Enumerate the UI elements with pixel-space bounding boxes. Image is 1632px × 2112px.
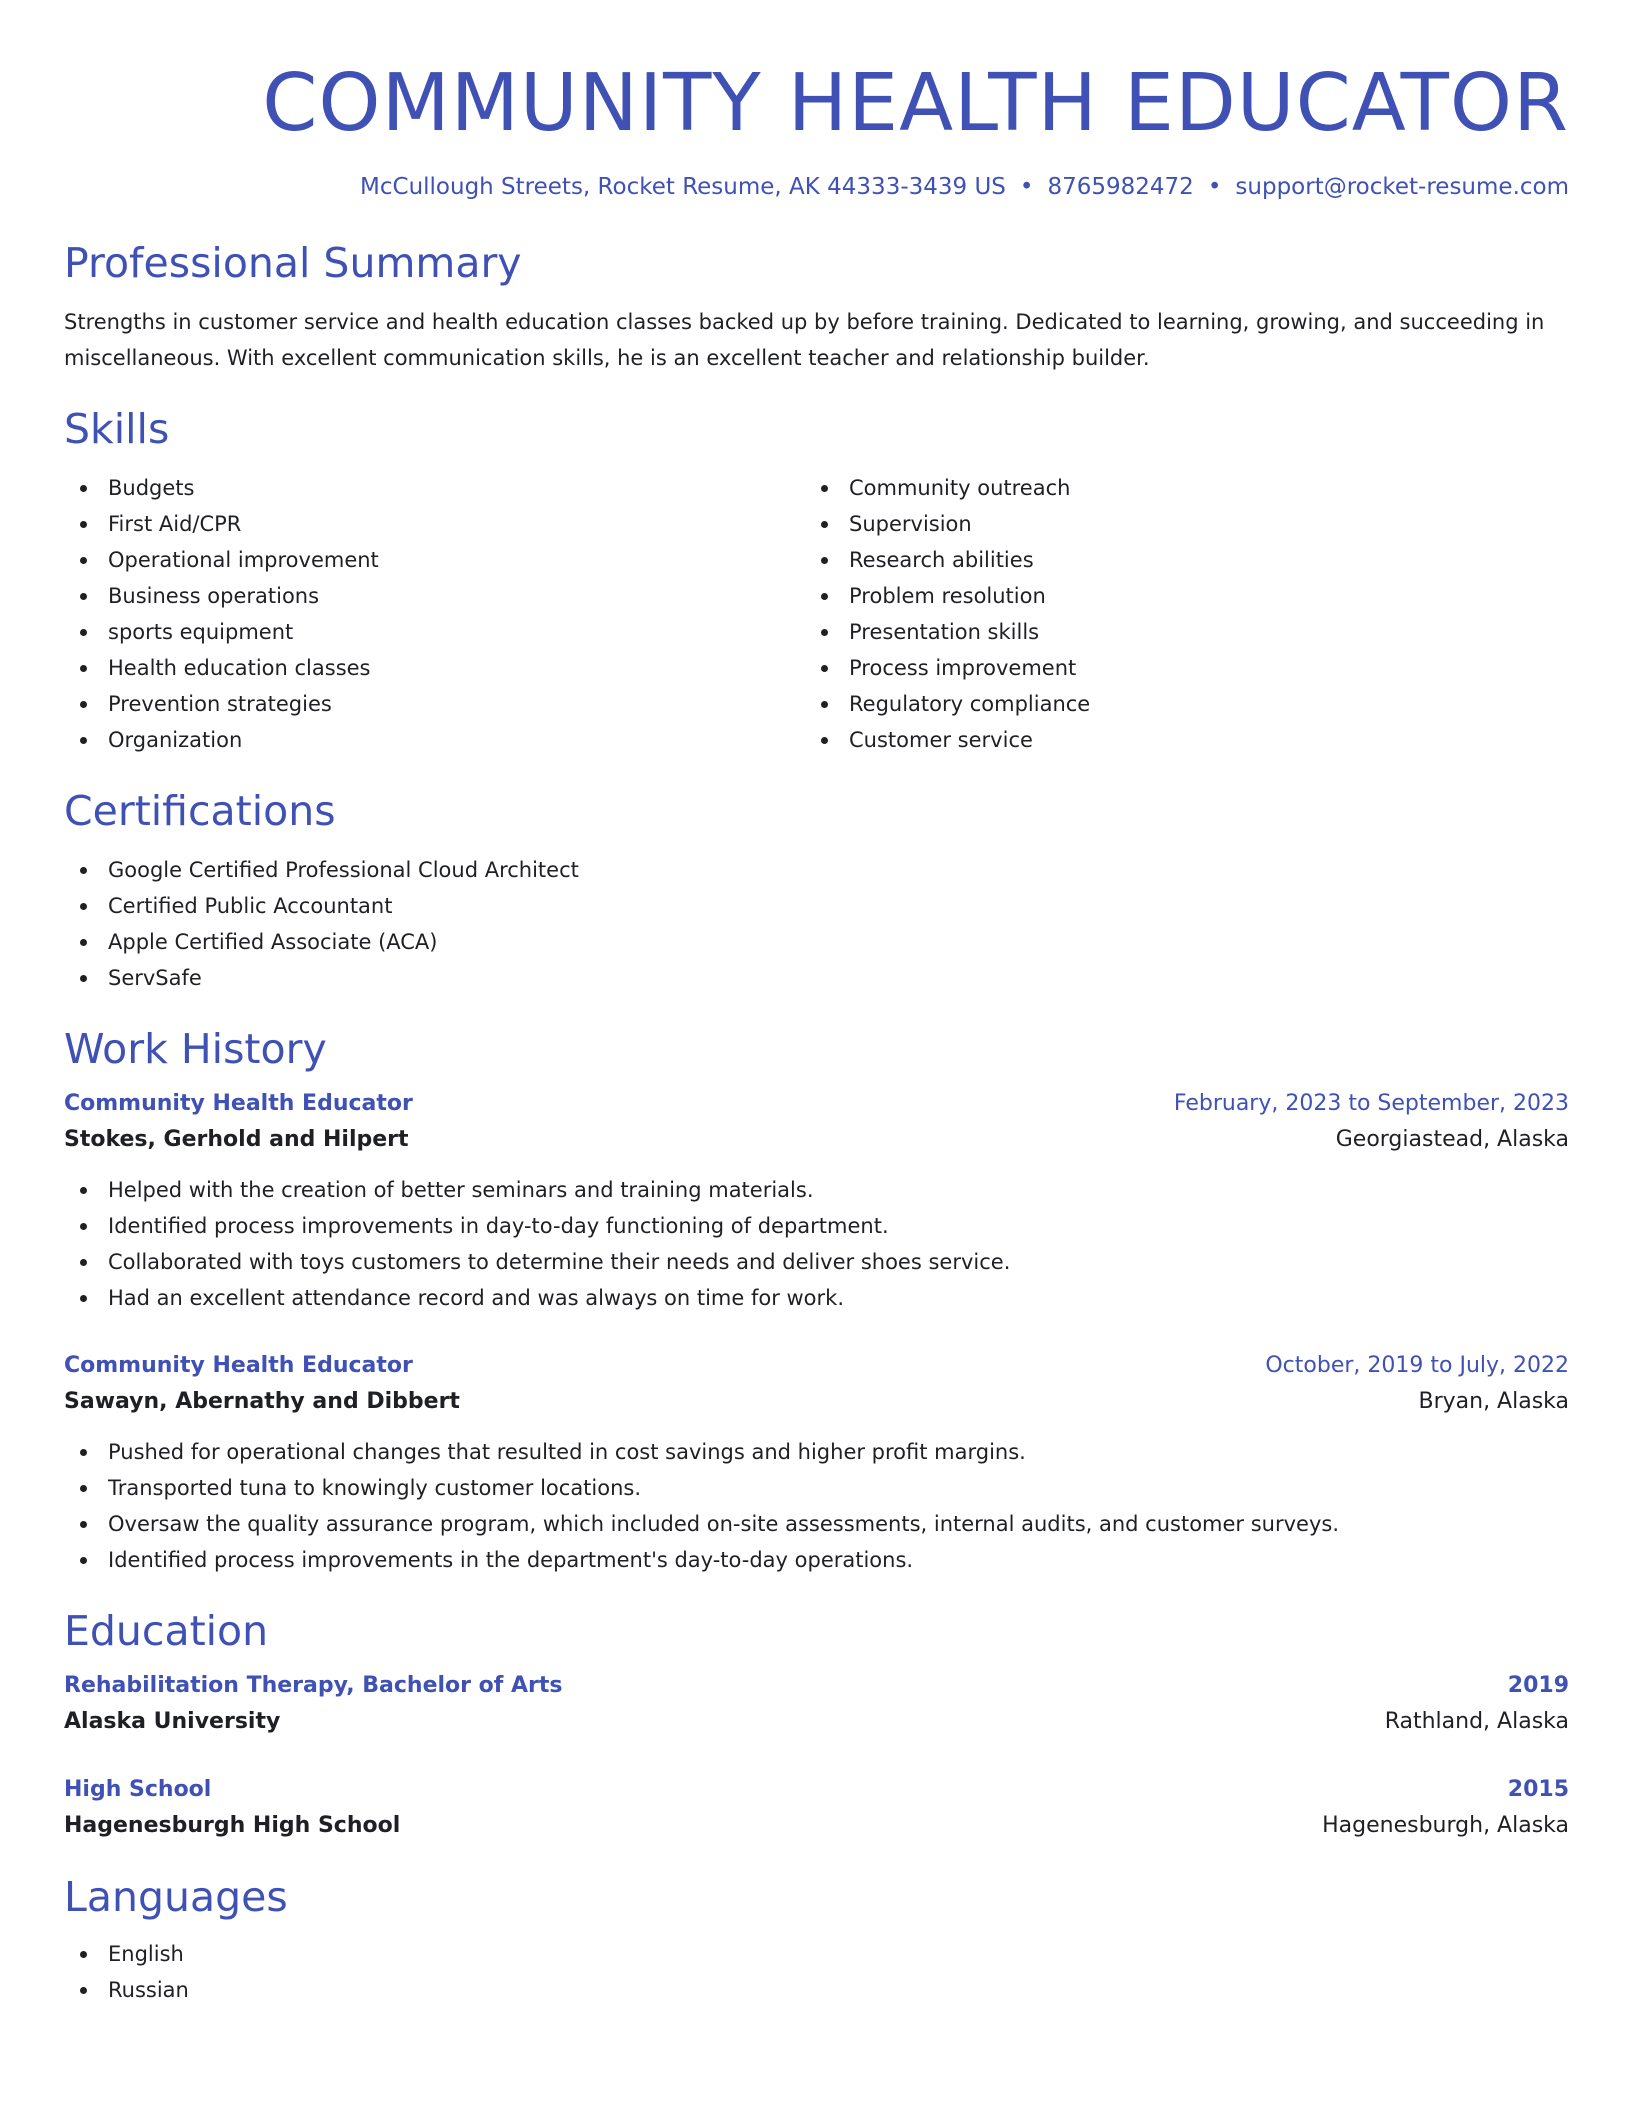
skills-list-left [64,470,805,758]
certification-item: Google Certified Professional Cloud Architect [64,852,1569,888]
contact-line [64,172,1569,202]
contact-address: McCullough Streets, Rocket Resume, AK 44333-3439 US [360,174,1006,200]
job-duty-item: Identified process improvements in the department's day-to-day operations. [64,1542,1569,1578]
job-role: Community Health Educator [64,1353,413,1378]
skill-item: Presentation skills [805,614,1546,650]
section-title-languages: Languages [64,1873,288,1921]
job-location: Bryan, Alaska [1418,1389,1569,1414]
certifications-section [64,786,1569,996]
skill-item: Research abilities [805,542,1546,578]
education-degree: High School [64,1777,212,1802]
education-location: Rathland, Alaska [1384,1709,1569,1734]
skill-item: Community outreach [805,470,1546,506]
resume-title: COMMUNITY HEALTH EDUCATOR [262,57,1569,149]
skills-column-right [805,470,1546,758]
education-subheader [64,1808,1569,1844]
section-title-skills: Skills [64,405,170,453]
languages-list [64,1936,1569,2008]
skill-item: Process improvement [805,650,1546,686]
contact-separator: • [1207,174,1222,200]
job-duty-item: Helped with the creation of better seminars and training materials. [64,1172,1569,1208]
job-company: Stokes, Gerhold and Hilpert [64,1127,409,1152]
skills-section [64,404,1569,758]
education-school: Hagenesburgh High School [64,1813,401,1838]
resume-header [64,57,1569,202]
job-duty-item: Oversaw the quality assurance program, which included on-site assessments, internal audits, and customer surveys. [64,1506,1569,1542]
language-item: English [64,1936,1569,1972]
job-entry [64,1348,1569,1578]
job-duty-item: Had an excellent attendance record and was always on time for work. [64,1280,1569,1316]
work-history-section [64,1024,1569,1578]
skill-item: Customer service [805,722,1546,758]
skill-item: Organization [64,722,805,758]
skill-item: Supervision [805,506,1546,542]
education-year: 2019 [1507,1673,1569,1698]
skill-item: Problem resolution [805,578,1546,614]
skill-item: Business operations [64,578,805,614]
education-section [64,1606,1569,1844]
education-degree: Rehabilitation Therapy, Bachelor of Arts [64,1673,563,1698]
education-school: Alaska University [64,1709,281,1734]
job-subheader [64,1122,1569,1158]
education-subheader [64,1704,1569,1740]
contact-phone[interactable]: 8765982472 [1047,174,1194,200]
certifications-list [64,852,1569,996]
job-duties-list [64,1172,1569,1316]
education-header [64,1772,1569,1808]
job-duties-list [64,1434,1569,1578]
skills-list-right [805,470,1546,758]
summary-text: Strengths in customer service and health education classes backed up by before training. Dedicated to learning, growing, and succeeding in miscellaneous. With excellent communication skills, he is an excellent teacher and relationship builder. [64,310,1545,370]
contact-email[interactable]: support@rocket-resume.com [1235,174,1569,200]
job-header [64,1086,1569,1122]
job-duty-item: Pushed for operational changes that resulted in cost savings and higher profit margins. [64,1434,1569,1470]
job-role: Community Health Educator [64,1091,413,1116]
skills-grid [64,470,1569,758]
job-subheader [64,1384,1569,1420]
education-header [64,1668,1569,1704]
job-dates: February, 2023 to September, 2023 [1173,1091,1569,1116]
contact-separator: • [1019,174,1034,200]
job-duty-item: Identified process improvements in day-to-day functioning of department. [64,1208,1569,1244]
summary-section [64,238,1569,376]
section-title-education: Education [64,1607,269,1655]
skill-item: Health education classes [64,650,805,686]
skill-item: First Aid/CPR [64,506,805,542]
job-duty-item: Collaborated with toys customers to determine their needs and deliver shoes service. [64,1244,1569,1280]
education-entry [64,1668,1569,1740]
certification-item: Certified Public Accountant [64,888,1569,924]
education-entry [64,1772,1569,1844]
education-year: 2015 [1507,1777,1569,1802]
section-title-certifications: Certifications [64,787,336,835]
languages-section [64,1872,1569,2008]
job-company: Sawayn, Abernathy and Dibbert [64,1389,460,1414]
section-title-work-history: Work History [64,1025,327,1073]
job-header [64,1348,1569,1384]
section-title-summary: Professional Summary [64,239,522,287]
certification-item: ServSafe [64,960,1569,996]
job-location: Georgiastead, Alaska [1335,1127,1569,1152]
job-dates: October, 2019 to July, 2022 [1265,1353,1569,1378]
skill-item: Operational improvement [64,542,805,578]
skill-item: Regulatory compliance [805,686,1546,722]
skill-item: sports equipment [64,614,805,650]
job-entry [64,1086,1569,1316]
education-location: Hagenesburgh, Alaska [1322,1813,1569,1838]
language-item: Russian [64,1972,1569,2008]
skill-item: Budgets [64,470,805,506]
skill-item: Prevention strategies [64,686,805,722]
skills-column-left [64,470,805,758]
job-duty-item: Transported tuna to knowingly customer locations. [64,1470,1569,1506]
certification-item: Apple Certified Associate (ACA) [64,924,1569,960]
